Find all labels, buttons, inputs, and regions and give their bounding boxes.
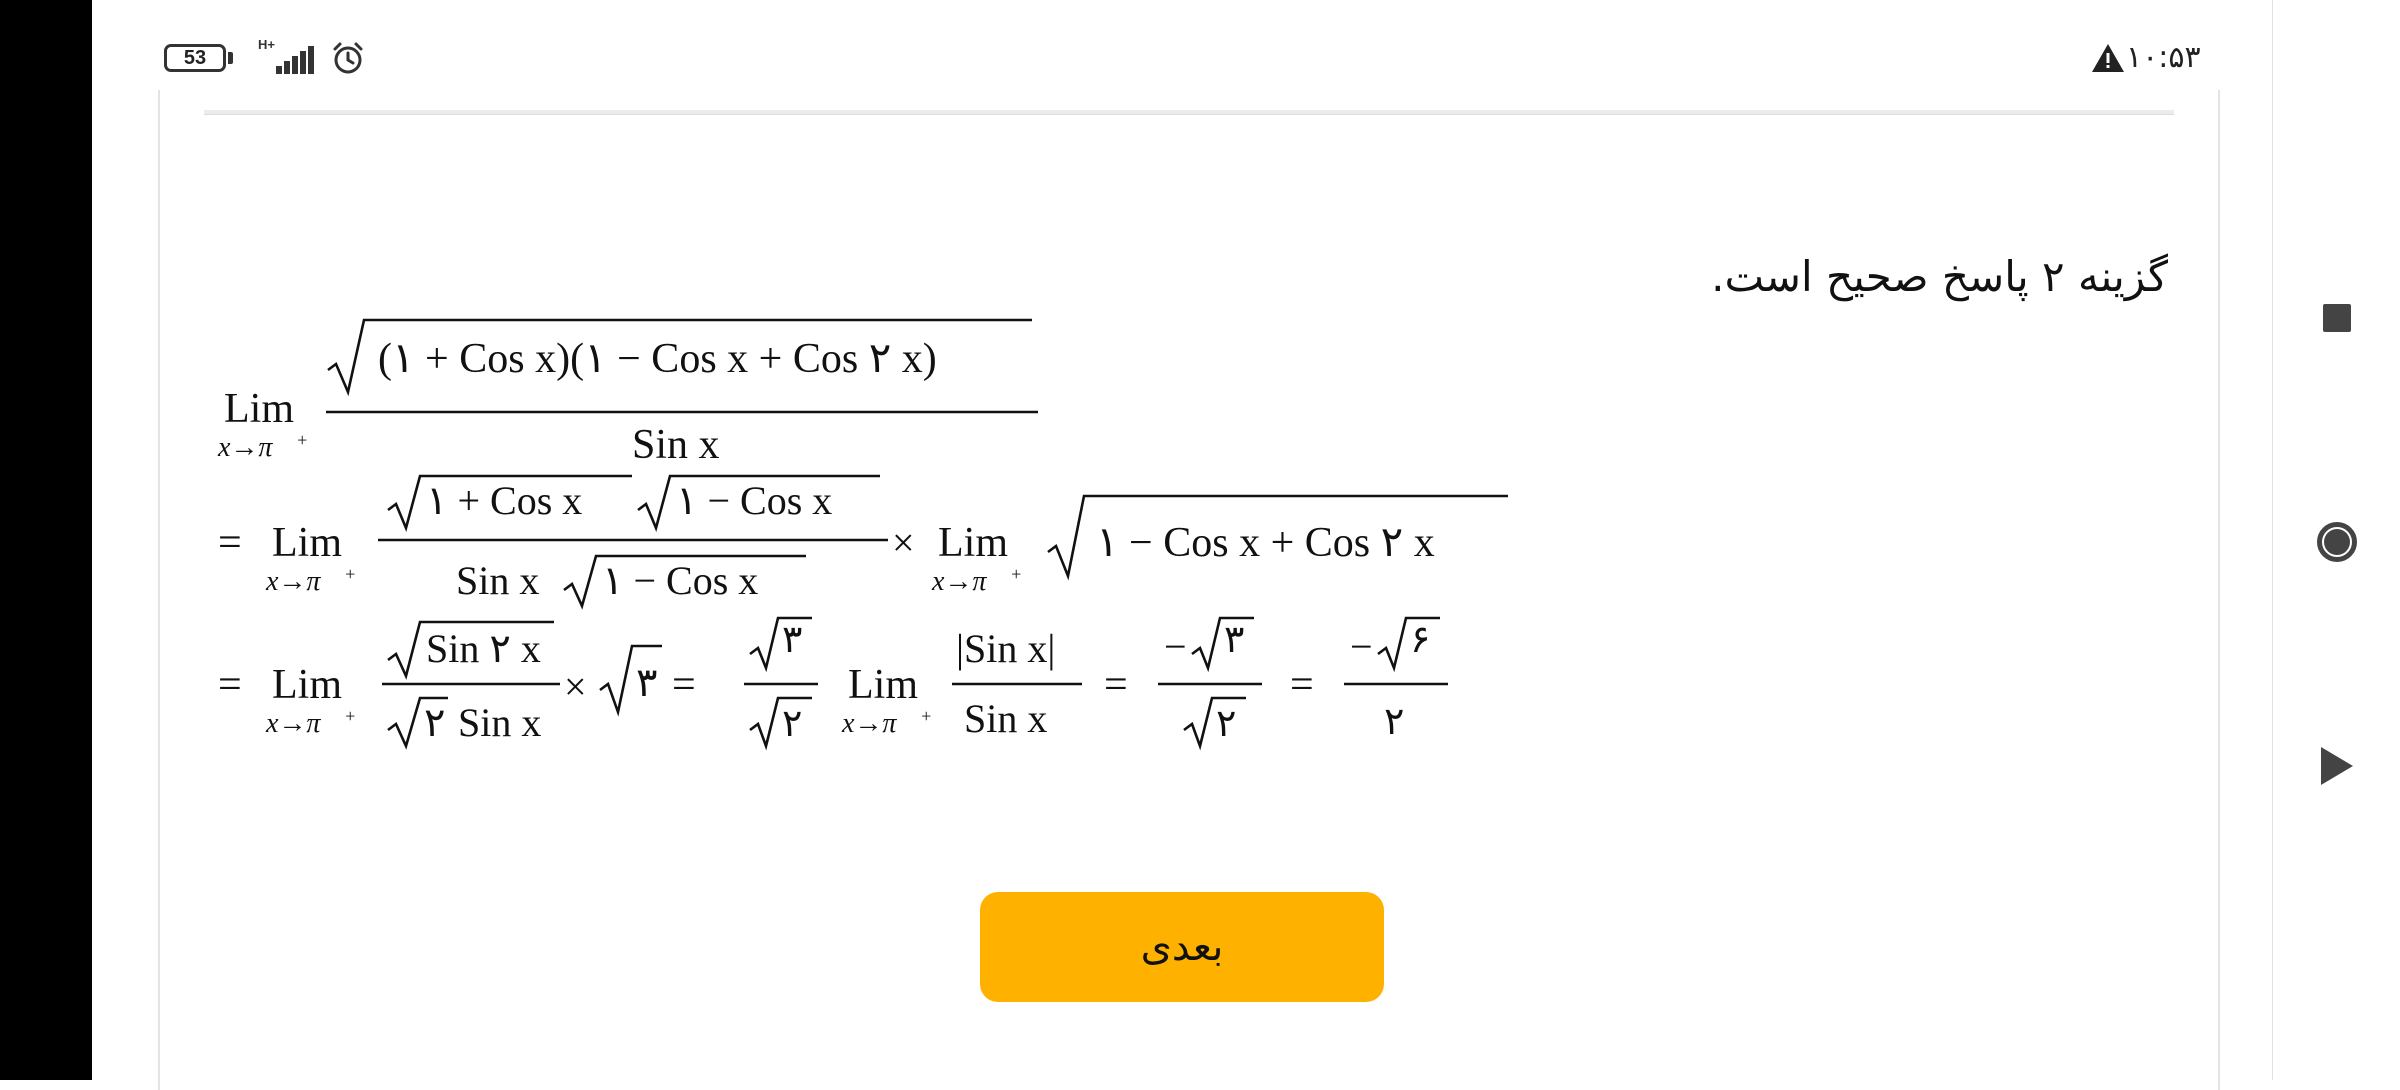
navigation-bar xyxy=(2272,0,2400,1080)
lim-subscript-plus: + xyxy=(1010,564,1023,584)
lim-subscript: x→π xyxy=(932,566,987,597)
network-type-label: H+ xyxy=(258,37,275,52)
line2-right-radicand: ۱ − Cos x + Cos ۲ x xyxy=(1096,520,1435,566)
lim-label: Lim xyxy=(272,662,342,708)
equals-sign: = xyxy=(1104,662,1128,708)
line1-denominator: Sin x xyxy=(632,422,720,468)
times-sign: × xyxy=(564,664,587,709)
lim-subscript: x→π xyxy=(218,432,273,463)
signal-icon xyxy=(272,46,314,74)
lim-subscript-plus: + xyxy=(344,706,357,726)
recents-button[interactable] xyxy=(2273,278,2400,358)
line2-num-left: ۱ + Cos x xyxy=(426,478,583,523)
lim-subscript: x→π xyxy=(842,708,897,739)
line3-frac3-den: Sin x xyxy=(964,696,1048,741)
line3-frac5-num: ۶ xyxy=(1410,619,1431,661)
formula-line-3 xyxy=(218,618,1448,746)
left-black-bar xyxy=(0,0,92,1080)
equals-sign: = xyxy=(218,662,242,708)
status-bar xyxy=(92,0,2272,90)
battery-icon xyxy=(164,44,226,72)
line3-frac4-den: ۲ xyxy=(1216,703,1237,745)
lim-subscript: x→π xyxy=(266,708,321,739)
clock-time: ۱۰:۵۳ xyxy=(2126,40,2201,75)
section-divider xyxy=(204,110,2174,115)
back-button[interactable] xyxy=(2273,726,2400,806)
line1-numerator: (۱ + Cos x)(۱ − Cos x + Cos ۲ x) xyxy=(378,336,937,382)
square-icon xyxy=(2323,304,2351,332)
circle-icon xyxy=(2317,522,2357,562)
lim-subscript-plus: + xyxy=(920,706,933,726)
lim-subscript-plus: + xyxy=(344,564,357,584)
line3-frac1-den-rest: Sin x xyxy=(458,700,542,745)
line3-frac2-num: ۳ xyxy=(782,619,803,661)
battery-tip xyxy=(228,52,233,64)
answer-statement: گزینه ۲ پاسخ صحیح است. xyxy=(1711,252,2168,301)
line3-frac1-den-radicand: ۲ xyxy=(424,700,446,745)
lim-subscript: x→π xyxy=(266,566,321,597)
equals-sign: = xyxy=(1290,662,1314,708)
line2-num-right: ۱ − Cos x xyxy=(676,478,833,523)
line3-frac5-minus: − xyxy=(1350,624,1373,669)
line3-frac4-num: ۳ xyxy=(1224,619,1245,661)
next-button[interactable]: بعدی xyxy=(980,892,1384,1002)
warning-icon xyxy=(2090,42,2126,74)
battery-level: 53 xyxy=(183,46,207,69)
triangle-icon xyxy=(2321,747,2353,785)
line3-frac3-num: |Sin x| xyxy=(956,626,1056,671)
times-sign: × xyxy=(892,520,915,565)
line2-den-left: Sin x xyxy=(456,558,540,603)
line3-sqrt3: ۳ xyxy=(636,660,658,705)
lim-label: Lim xyxy=(848,662,918,708)
equals-sign: = xyxy=(672,662,696,708)
line2-den-radicand: ۱ − Cos x xyxy=(602,558,759,603)
lim-label: Lim xyxy=(272,520,342,566)
line3-frac4-minus: − xyxy=(1164,624,1187,669)
equals-sign: = xyxy=(218,520,242,566)
line3-frac1-num: Sin ۲ x xyxy=(426,626,541,671)
lim-label: Lim xyxy=(224,386,294,432)
lim-label: Lim xyxy=(938,520,1008,566)
home-button[interactable] xyxy=(2273,502,2400,582)
formula-line-2 xyxy=(218,476,1508,606)
alarm-icon xyxy=(330,40,366,76)
solution-formula xyxy=(212,300,1552,770)
lim-subscript-plus: + xyxy=(296,430,309,450)
line3-frac2-den: ۲ xyxy=(782,703,803,745)
formula-line-1 xyxy=(217,320,1038,468)
line3-frac5-den: ۲ xyxy=(1384,701,1405,743)
